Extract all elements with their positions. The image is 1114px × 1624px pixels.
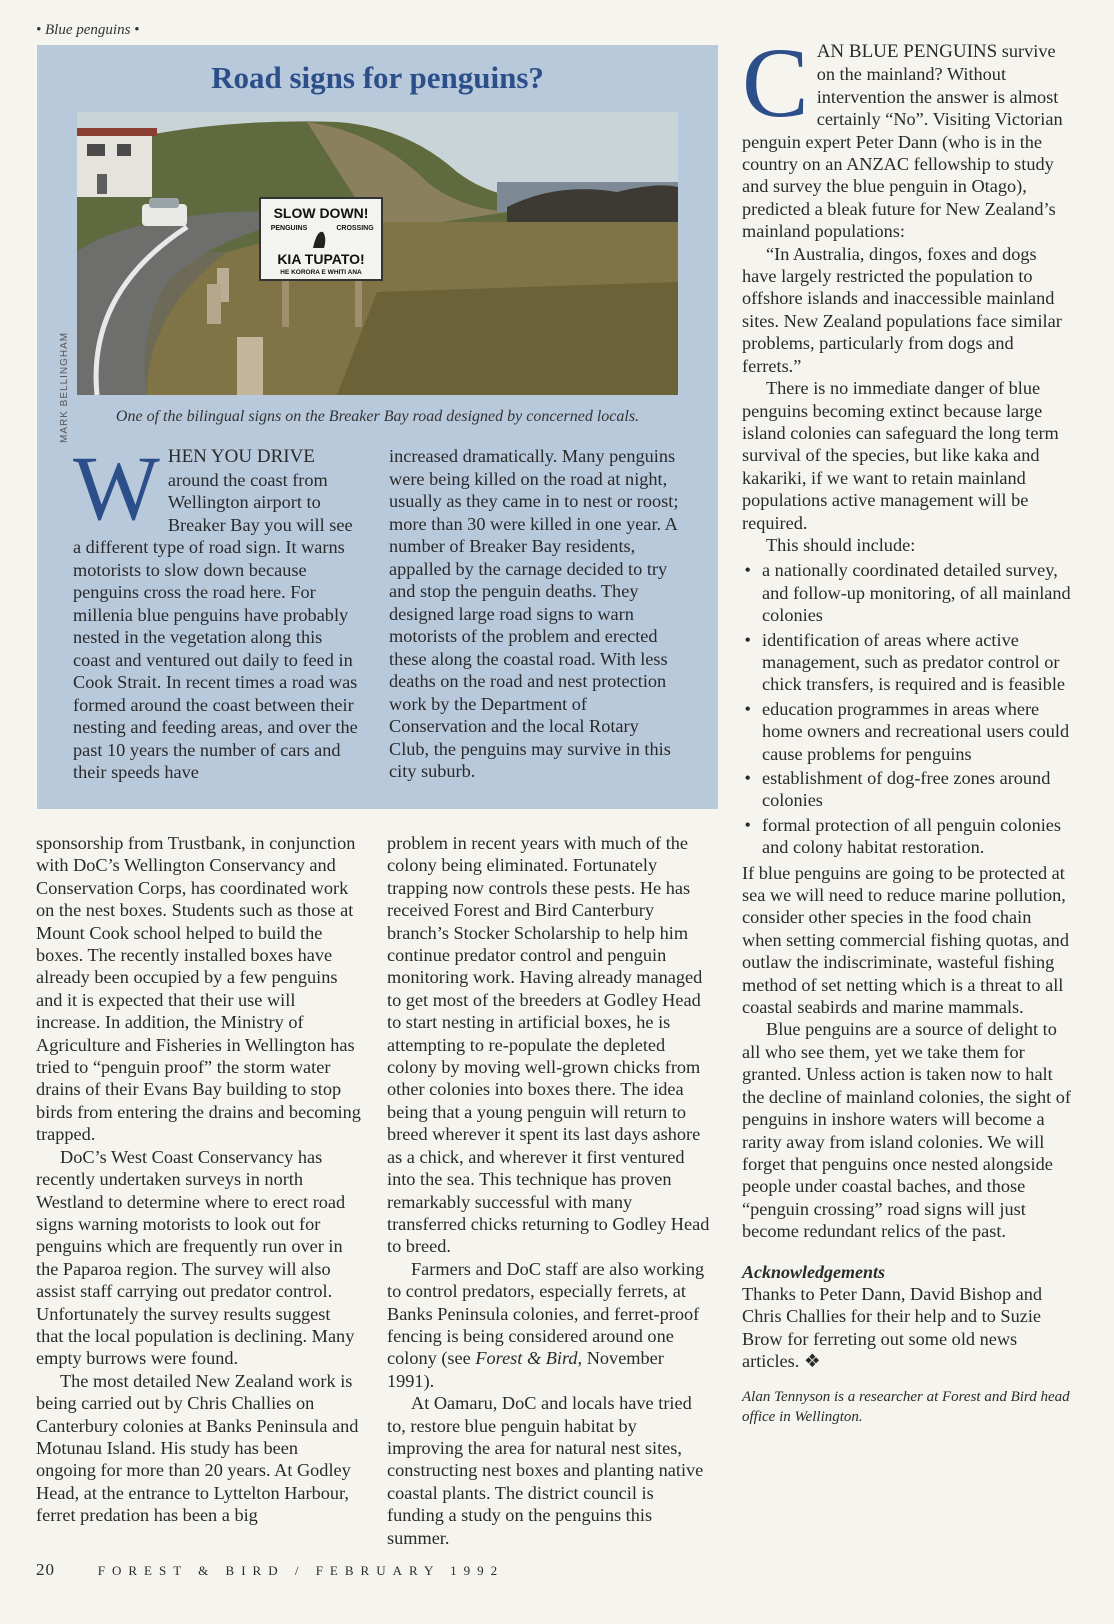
dropcap-w: W — [73, 437, 160, 539]
list-item: • establishment of dog-free zones around colonies — [760, 767, 1072, 812]
running-head: • Blue penguins • — [36, 22, 140, 38]
right-lead-caps: AN BLUE PENGUINS — [816, 41, 998, 62]
dropcap-c: C — [742, 27, 809, 138]
end-ornament-icon: ❖ — [803, 1351, 821, 1372]
right-paragraph-3: There is no immediate danger of blue penguins becoming extinct because large island colonies can safeguard the long term survival of the species, but like kaka and kakariki, if we want to retain mainland populations active management will be required. — [742, 378, 1059, 533]
sidebar-title: Road signs for penguins? — [211, 60, 544, 95]
right-paragraph-1 — [742, 27, 1072, 243]
middle-paragraph-2 — [387, 1258, 715, 1392]
right-paragraph-2: “In Australia, dingos, foxes and dogs have largely restricted the population to offshore islands and inaccessible mainland sites. New Zealand populations face similar problems, particularly from dogs and ferrets.” — [742, 243, 1062, 376]
middle-paragraph-1: problem in recent years with much of the colony being eliminated. Fortunately trapping now controls these pests. He has received Forest and Bird Canterbury branch’s Stocker Scholarship to help him continue predator control and penguin monitoring work. Having already managed to get most of the breeders at Godley Head to start nesting in artificial boxes, he is attempting to re-populate the depleted colony by moving well-grown chicks from other colonies into boxes there. The idea being that a young penguin will return to breed wherever it spent its last days ashore as a chick, and wherever it first ventured into the sea. This technique has proven remarkably successful with many transferred chicks returning to Godley Head to breed. — [387, 833, 710, 1257]
left-paragraph-1: sponsorship from Trustbank, in conjunction with DoC’s Wellington Conservancy and Conservation Corps, has coordinated work on the nest boxes. Students such as those at Mount Cook school helped to build the boxes. The recently installed boxes have already been occupied by a few penguins and it is expected that their use will increase. In addition, the Ministry of Agriculture and Fisheries in Wellington has tried to “penguin proof” the storm water drains of their Evans Bay building to stop birds from entering the drains and becoming trapped. — [36, 833, 361, 1145]
acknowledgements-heading: Acknowledgements — [742, 1261, 885, 1282]
list-item: • a nationally coordinated detailed survey, and follow-up monitoring, of all mainland colonies — [760, 559, 1072, 626]
page-footer — [36, 1560, 504, 1580]
magazine-citation: Forest & Bird, — [475, 1348, 583, 1369]
photo-illustration — [77, 112, 678, 395]
sign-line4: HE KORORA E WHITI ANA — [280, 269, 362, 276]
road-sign-photo — [77, 112, 678, 395]
list-item: • identification of areas where active management, such as predator control or chick transfers, is required and is feasible — [760, 629, 1072, 696]
right-paragraph-4: This should include: — [766, 534, 916, 555]
column-middle — [387, 832, 715, 1549]
middle-paragraph-2-b: November 1991). — [387, 1348, 664, 1391]
left-paragraph-3: The most detailed New Zealand work is being carried out by Chris Challies on Canterbury colonies at Banks Peninsula and Motunau Island. His study has been ongoing for more than 20 years. At Godley Head, at the entrance to Lyttelton Harbour, ferret predation has been a big — [36, 1370, 359, 1526]
sidebar-box — [37, 45, 718, 809]
magazine-issue: FOREST & BIRD / FEBRUARY 1992 — [97, 1563, 505, 1578]
recommendations-list — [742, 559, 1072, 858]
acknowledgements-text — [742, 1283, 1072, 1373]
acknowledgements-body: Thanks to Peter Dann, David Bishop and Chris Challies for their help and to Suzie Brow for ferreting out some old news articles. — [742, 1283, 1043, 1372]
middle-paragraph-2-a: Farmers and DoC staff are also working to control predators, especially ferrets, at Banks Peninsula colonies, and ferret-proof fencing is being considered around one colony (see — [387, 1258, 705, 1369]
sign-line3: KIA TUPATO! — [277, 251, 365, 267]
author-bio: Alan Tennyson is a researcher at Forest and Bird head office in Wellington. — [742, 1388, 1070, 1425]
sidebar-text-1: around the coast from Wellington airport to Breaker Bay you will see a different type of road sign. It warns motorists to slow down because penguins cross the road here. For millenia blue penguins have probably nested in the vegetation along this coast and ventured out daily to feed in Cook Strait. In recent times a road was formed around the coast between their nesting and feeding areas, and over the past 10 years the number of cars and their speeds have — [73, 469, 358, 782]
right-paragraph-5: If blue penguins are going to be protected at sea we will need to reduce marine pollution, consider other species in the food chain when setting commercial fishing quotas, and outlaw the indiscriminate, wasteful fishing method of set netting which is a threat to all coastal seabirds and marine mammals. — [742, 862, 1069, 1018]
sign-line2b: CROSSING — [336, 225, 374, 232]
list-item: • education programmes in areas where home owners and recreational users could cause problems for penguins — [760, 698, 1072, 765]
sidebar-paragraph-1 — [73, 437, 363, 784]
lead-caps: HEN YOU DRIVE — [167, 446, 315, 467]
sign-line2a: PENGUINS — [270, 225, 308, 232]
photo-credit-text: MARK BELLINGHAM — [59, 331, 70, 443]
left-paragraph-2: DoC’s West Coast Conservancy has recently undertaken surveys in north Westland to determine where to erect road signs warning motorists to look out for penguins which are frequently run over in the Paparoa region. The survey will also assist staff carrying out predator control. Unfortunately the survey results suggest that the local population is declining. Many empty burrows were found. — [36, 1146, 355, 1369]
sign-line1: SLOW DOWN! — [273, 205, 369, 221]
sidebar-paragraph-2: increased dramatically. Many penguins were being killed on the road at night, usually as they came in to nest or roost; more than 30 were killed in one year. A number of Breaker Bay residents, appalled by the carnage decided to try and stop the penguin deaths. They designed large road signs to warn motorists of the problem and erected these along the coastal road. With less deaths on the road and nest protection work by the Department of Conservation and the local Rotary Club, the penguins may survive in this city suburb. — [389, 446, 679, 781]
right-paragraph-6: Blue penguins are a source of delight to all who see them, yet we take them for granted. Unless action is taken now to halt the decline of mainland colonies, the sight of penguins in inshore waters will become a rarity away from island colonies. We will forget that penguins once nested alongside people under coastal baches, and those “penguin crossing” road signs will just become redundant relics of the past. — [742, 1019, 1071, 1242]
sidebar-column-1 — [73, 437, 363, 784]
right-text-1: survive on the mainland? Without intervention the answer is almost certainly “No”. Visiting Victorian penguin expert Peter Dann (who is in the country on an ANZAC fellowship to study and survey the blue penguin in Otago), predicted a bleak future for New Zealand’s mainland populations: — [742, 41, 1063, 242]
page-number: 20 — [36, 1560, 55, 1579]
photo-caption: One of the bilingual signs on the Breaker Bay road designed by concerned locals. — [115, 408, 640, 425]
middle-paragraph-3: At Oamaru, DoC and locals have tried to, restore blue penguin habitat by improving the area for natural nest sites, constructing nest boxes and planting native coastal plants. The district council is funding a study on the penguins this summer. — [387, 1393, 704, 1548]
column-left — [36, 832, 362, 1527]
column-right — [742, 27, 1072, 1427]
sidebar-column-2 — [389, 445, 681, 783]
list-item: • formal protection of all penguin colonies and colony habitat restoration. — [760, 814, 1072, 859]
